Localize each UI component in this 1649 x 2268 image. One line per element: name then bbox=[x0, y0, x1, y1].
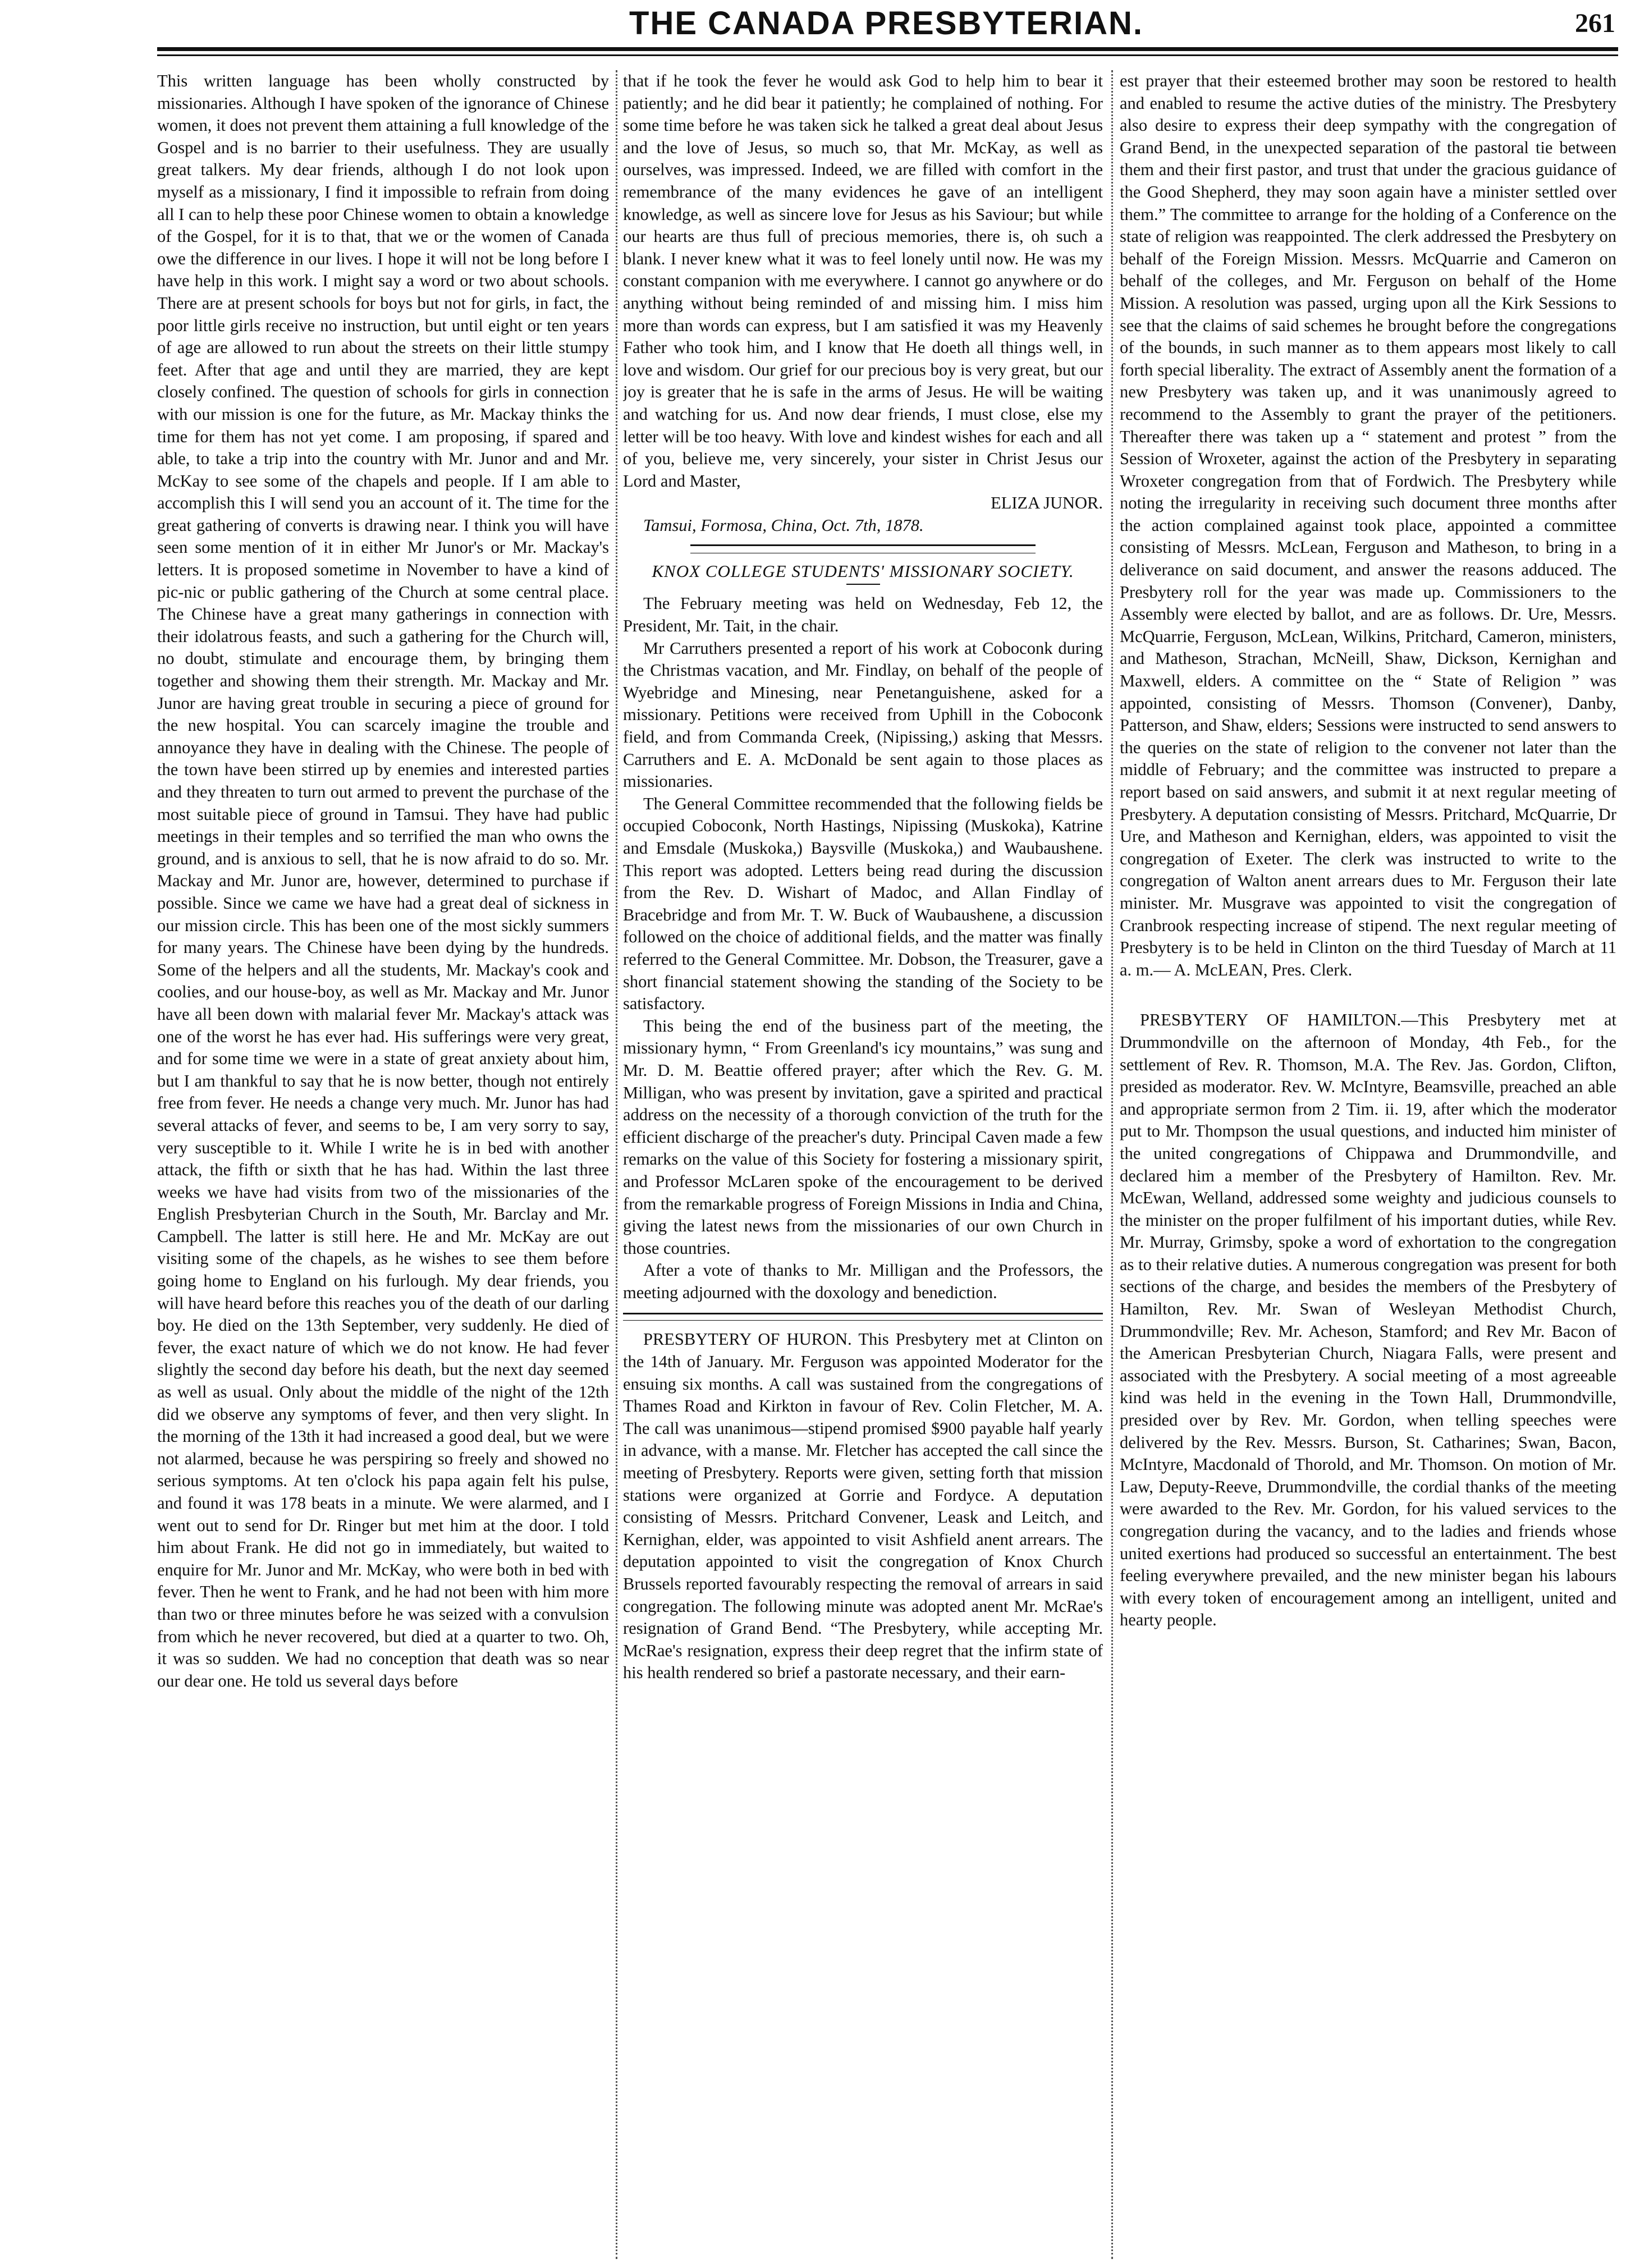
masthead-rule-thick bbox=[157, 47, 1618, 51]
knox-paragraph-3: The General Committee recommended that the following fields be occupied Coboconk, North Hastings, Nipissing (Muskoka), Katrine and Emsdale (Muskoka,) Baysville (Muskoka,) and Waubaushene. This report was adopted. Letters being read during the discussion from the Rev. D. Wishart of Madoc, and Allan Findlay of Bracebridge and from Mr. T. W. Buck of Waubaushene, a discussion followed on the choice of additional fields, and the matter was finally referred to the General Committee. Mr. Dobson, the Treasurer, gave a short financial statement showing the standing of the Society to be satisfactory. bbox=[623, 794, 1103, 1014]
huron-body: This Presbytery met at Clinton on the 14th of January. Mr. Ferguson was appointed Moderator for the ensuing six months. A call was sustained from the congregations of Thames Road and Kirkton in favour of Rev. Colin Fletcher, M. A. The call was unanimous—stipend promised $900 payable half yearly in advance, with a manse. Mr. Fletcher has accepted the call since the meeting of Presbytery. Reports were given, setting forth that mission stations were organized at Gorrie and Fordyce. A deputation consisting of Messrs. Pritchard Convener, Leask and Leitch, and Kernighan, elder, was appointed to visit Ashfield anent arrears. The deputation appointed to visit the congregation of Knox Church Brussels reported favourably respecting the removal of arrears in said congregation. The following minute was adopted anent Mr. McRae's resignation of Grand Bend. “The Presbytery, while accepting Mr. McRae's resignation, express their deep regret that the infirm state of his health rendered so brief a pastorate necessary, and their earn- bbox=[623, 1330, 1103, 1683]
column-2 bbox=[623, 70, 1103, 2259]
hamilton-paragraph bbox=[1120, 1009, 1616, 1632]
letter-signature: ELIZA JUNOR. bbox=[991, 493, 1103, 513]
section-subrule bbox=[846, 584, 880, 585]
section-title-knox-college: KNOX COLLEGE STUDENTS' MISSIONARY SOCIETY. bbox=[652, 561, 1074, 581]
page-number: 261 bbox=[1575, 8, 1615, 38]
knox-paragraph-2: Mr Carruthers presented a report of his work at Coboconk during the Christmas vacation, and Mr. Findlay, on behalf of the people of Wyebridge and Minesing, near Penetanguishene, asked for a missionary. Petitions were received from Uphill in the Coboconk field, and from Commanda Creek, (Nipissing,) asking that Messrs. Carruthers and E. A. McDonald be sent again to those places as missionaries. bbox=[623, 638, 1103, 791]
hamilton-lead: PRESBYTERY OF HAMILTON.— bbox=[1140, 1010, 1418, 1030]
letter-body-text: This written language has been wholly constructed by missionaries. Although I have spoken of the ignorance of Chinese women, it does not prevent them attaining a full knowledge of the Gospel and is no barrier to their usefulness. They are usually great talkers. My dear friends, although I do not look upon myself as a missionary, I find it impossible to refrain from doing all I can to help these poor Chinese women to obtain a knowledge of the Gospel, for it is to that, that we or the women of Canada owe the difference in our lives. I hope it will not be long before I have help in this work. I might say a word or two about schools. There are at present schools for boys but not for girls, in fact, the poor little girls receive no instruction, but until eight or ten years of age are allowed to run about the streets on their little stumpy feet. After that age and until they are married, they are kept closely confined. The question of schools for girls in connection with our mission is one for the future, as Mr. Mackay thinks the time for them has not yet come. I am proposing, if spared and able, to take a trip into the country with Mr. Junor and and Mr. McKay to see some of the chapels and people. If I am able to accomplish this I will send you an account of it. The time for the great gathering of converts is drawing near. I think you will have seen some mention of it in either Mr Junor's or Mr. Mackay's letters. It is proposed sometime in November to have a kind of pic-nic or public gathering of the Church at some central place. The Chinese have a great many gatherings in connection with their idolatrous feasts, and such a gathering for the Church will, no doubt, stimulate and encourage them, by bringing them together and showing them their strength. Mr. Mackay and Mr. Junor are having great trouble in securing a piece of ground for the new hospital. You can scarcely imagine the trouble and annoyance they have in dealing with the Chinese. The people of the town have been stirred up by enemies and interested parties and they threaten to turn out armed to prevent the purchase of the most suitable piece of ground in Tamsui. They have had public meetings in their temples and so terrified the man who owns the ground, and is anxious to sell, that he is now afraid to do so. Mr. Mackay and Mr. Junor are, however, determined to purchase if possible. Since we came we have had a great deal of sickness in our mission circle. This has been one of the most sickly summers for many years. The Chinese have been dying by the hundreds. Some of the helpers and all the students, Mr. Mackay's cook and coolies, and our house-boy, as well as Mr. Mackay and Mr. Junor have all been down with malarial fever Mr. Mackay's attack was one of the worst he has ever had. His sufferings were very great, and for some time we were in a state of great anxiety about him, but I am thankful to say that he is now better, though not entirely free from fever. He needs a change very much. Mr. Junor has had several attacks of fever, and seems to be, I am very sorry to say, very susceptible to it. While I write he is in bed with another attack, the fifth or sixth that he has had. Within the last three weeks we have had visits from two of the missionaries of the English Presbyterian Church in the South, Mr. Barclay and Mr. Campbell. The latter is still here. He and Mr. McKay are out visiting some of the chapels, as he wishes to see them before going home to England on his furlough. My dear friends, you will have heard before this reaches you of the death of our darling boy. He died on the 13th September, very suddenly. He died of fever, the exact nature of which we do not know. He had fever slightly the second day before his death, but the next day seemed as well as usual. Only about the middle of the night of the 12th did we observe any symptoms of fever, and then very slight. In the morning of the 13th it had increased a good deal, but we were not alarmed, because he was perspiring so freely and showed no serious symptoms. At ten o'clock his papa again felt his pulse, and found it was 178 beats in a minute. We were alarmed, and I went out to send for Dr. Ringer but met him at the door. I told him about Frank. He did not go in immediately, but waited to enquire for Mr. Junor and Mr. McKay, who were both in bed with fever. Then he went to Frank, and he had not been with him more than two or three minutes before he was seized with a convulsion from which he never recovered, but died at a quarter to two. Oh, it was so sudden. We had no conception that death was so near our dear one. He told us several days before bbox=[157, 71, 609, 1690]
masthead-title: THE CANADA PRESBYTERIAN. bbox=[629, 5, 1143, 42]
huron-lead: PRESBYTERY OF HURON. bbox=[643, 1330, 852, 1349]
masthead-rule-thin bbox=[157, 54, 1618, 56]
knox-paragraph-5: After a vote of thanks to Mr. Milligan and the Professors, the meeting adjourned with the doxology and benediction. bbox=[623, 1261, 1103, 1302]
section-divider-huron bbox=[623, 1313, 1103, 1321]
letter-continuation-text: that if he took the fever he would ask God to help him to bear it patiently; and he did bear it patiently; he complained of nothing. For some time before he was taken sick he talked a great deal about Jesus and the love of Jesus, so much so, that Mr. McKay, as well as ourselves, was impressed. Indeed, we are filled with comfort in the remembrance of the many evidences he gave of an intelligent knowledge, as well as sincere love for Jesus as his Saviour; but while our hearts are thus full of precious memories, there is, oh such a blank. I never knew what it was to feel lonely until now. He was my constant companion with me everywhere. I cannot go anywhere or do anything without being reminded of and missing him. I miss him more than words can express, but I am satisfied it was my Heavenly Father who took him, and I know that He doeth all things well, in love and wisdom. Our grief for our precious boy is very great, but our joy is greater that he is safe in the arms of Jesus. He will be waiting and watching for us. And now dear friends, I must close, else my letter will be too heavy. With love and kindest wishes for each and all of you, believe me, very sincerely, your sister in Christ Jesus our Lord and Master, bbox=[623, 71, 1103, 491]
knox-paragraph-4: This being the end of the business part of the meeting, the missionary hymn, “ From Greenland's icy mountains,” was sung and Mr. D. M. Beattie offered prayer; after which the Rev. G. M. Milligan, who was present by invitation, gave a spirited and practical address on the necessity of a thorough conviction of the truth for the efficient discharge of the preacher's duty. Principal Caven made a few remarks on the value of this Society for fostering a missionary spirit, and Professor McLaren spoke of the encouragement to be derived from the remarkable progress of Foreign Missions in India and China, giving the latest news from the missionaries of our own Church in those countries. bbox=[623, 1016, 1103, 1258]
column-divider-2 bbox=[1111, 70, 1113, 2259]
column-3 bbox=[1120, 70, 1616, 2259]
hamilton-body: This Presbytery met at Drummondville on the afternoon of Monday, 4th Feb., for the settlement of Rev. R. Thomson, M.A. The Rev. Jas. Gordon, Clifton, presided as moderator. Rev. W. McIntyre, Beamsville, preached an able and appropriate sermon from 2 Tim. ii. 19, after which the moderator put to Mr. Thompson the usual questions, and inducted him minister of the united congregations of Chippawa and Drummondville, and declared him a member of the Presbytery of Hamilton. Rev. Mr. McEwan, Welland, addressed some weighty and judicious counsels to the minister on the proper fulfilment of his important duties, while Rev. Mr. Murray, Grimsby, spoke a word of exhortation to the congregation as to their relative duties. A numerous congregation was present for both sections of the charge, and besides the members of the Presbytery of Hamilton, Rev. Mr. Swan of Wesleyan Methodist Church, Drummondville; Rev. Mr. Acheson, Stamford; and Rev Mr. Bacon of the American Presbyterian Church, Niagara Falls, were present and associated with the Presbytery. A social meeting of a most agreeable kind was held in the evening in the Town Hall, Drummondville, presided over by Rev. Mr. Gordon, when telling speeches were delivered by the Rev. Messrs. Burson, St. Catharines; Swan, Bacon, McIntyre, Macdonald of Thorold, and Mr. Thomson. On motion of Mr. Law, Deputy-Reeve, Drummondville, the cordial thanks of the meeting were awarded to the Rev. Mr. Gordon, for his valued services to the congregation during the vacancy, and to the ladies and friends whose united exertions had produced so successful an entertainment. The best feeling everywhere prevailed, and the new minister began his labours with every token of encouragement among an intelligent, united and hearty people. bbox=[1120, 1010, 1616, 1630]
huron-continuation-text: est prayer that their esteemed brother may soon be restored to health and enabled to resume the active duties of the ministry. The Presbytery also desire to express their deep sympathy with the congregation of Grand Bend, in the unexpected separation of the pastoral tie between them and their first pastor, and trust that under the gracious guidance of the Good Shepherd, they may soon again have a minister settled over them.” The committee to arrange for the holding of a Conference on the state of religion was reappointed. The clerk addressed the Presbytery on behalf of the Foreign Mission. Messrs. McQuarrie and Cameron on behalf of the colleges, and Mr. Ferguson on behalf of the Home Mission. A resolution was passed, urging upon all the Kirk Sessions to see that the claims of said schemes he brought before the congregations of the bounds, in such manner as to them appears most likely to call forth special liberality. The extract of Assembly anent the formation of a new Presbytery was taken up, and it was unanimously agreed to recommend to the Assembly to grant the prayer of the petitioners. Thereafter there was taken up a “ statement and protest ” from the Session of Wroxeter, against the action of the Presbytery in separating Wroxeter congregation from that of Fordwich. The Presbytery while noting the irregularity in receiving such document three months after the action complained against took place, appointed a committee consisting of Messrs. McLean, Ferguson and Matheson, to bring in a deliverance on said document, and answer the reasons adduced. The Presbytery roll for the year was made up. Commissioners to the Assembly were elected by ballot, and are as follows. Dr. Ure, Messrs. McQuarrie, Ferguson, McLean, Wilkins, Pritchard, Cameron, ministers, and Matheson, Strachan, McNeill, Shaw, Dickson, Kernighan and Maxwell, elders. A committee on the “ State of Religion ” was appointed, consisting of Messrs. Thomson (Convener), Danby, Patterson, and Shaw, elders; Sessions were instructed to send answers to the queries on the state of religion to the convener not later than the middle of February; and the committee was instructed to prepare a report based on said answers, and submit it at next regular meeting of Presbytery. A deputation consisting of Messrs. Pritchard, McQuarrie, Dr Ure, and Matheson and Kernighan, elders, was appointed to visit the congregation of Exeter. The clerk was instructed to write to the congregation of Walton anent arrears dues to Mr. Ferguson their late minister. Mr. Musgrave was appointed to visit the congregation of Cranbrook respecting increase of stipend. The next regular meeting of Presbytery is to be held in Clinton on the third Tuesday of March at 11 a. m.— A. McLEAN, Pres. Clerk. bbox=[1120, 71, 1616, 979]
section-divider bbox=[690, 544, 1036, 553]
knox-paragraph-1: The February meeting was held on Wednesday, Feb 12, the President, Mr. Tait, in the chair. bbox=[623, 594, 1103, 636]
column-divider-1 bbox=[616, 70, 617, 2259]
letter-dateline: Tamsui, Formosa, China, Oct. 7th, 1878. bbox=[643, 515, 924, 535]
column-1 bbox=[157, 70, 609, 2259]
section-divider-hamilton bbox=[1120, 990, 1616, 1001]
masthead bbox=[157, 4, 1615, 45]
huron-paragraph bbox=[623, 1328, 1103, 1684]
